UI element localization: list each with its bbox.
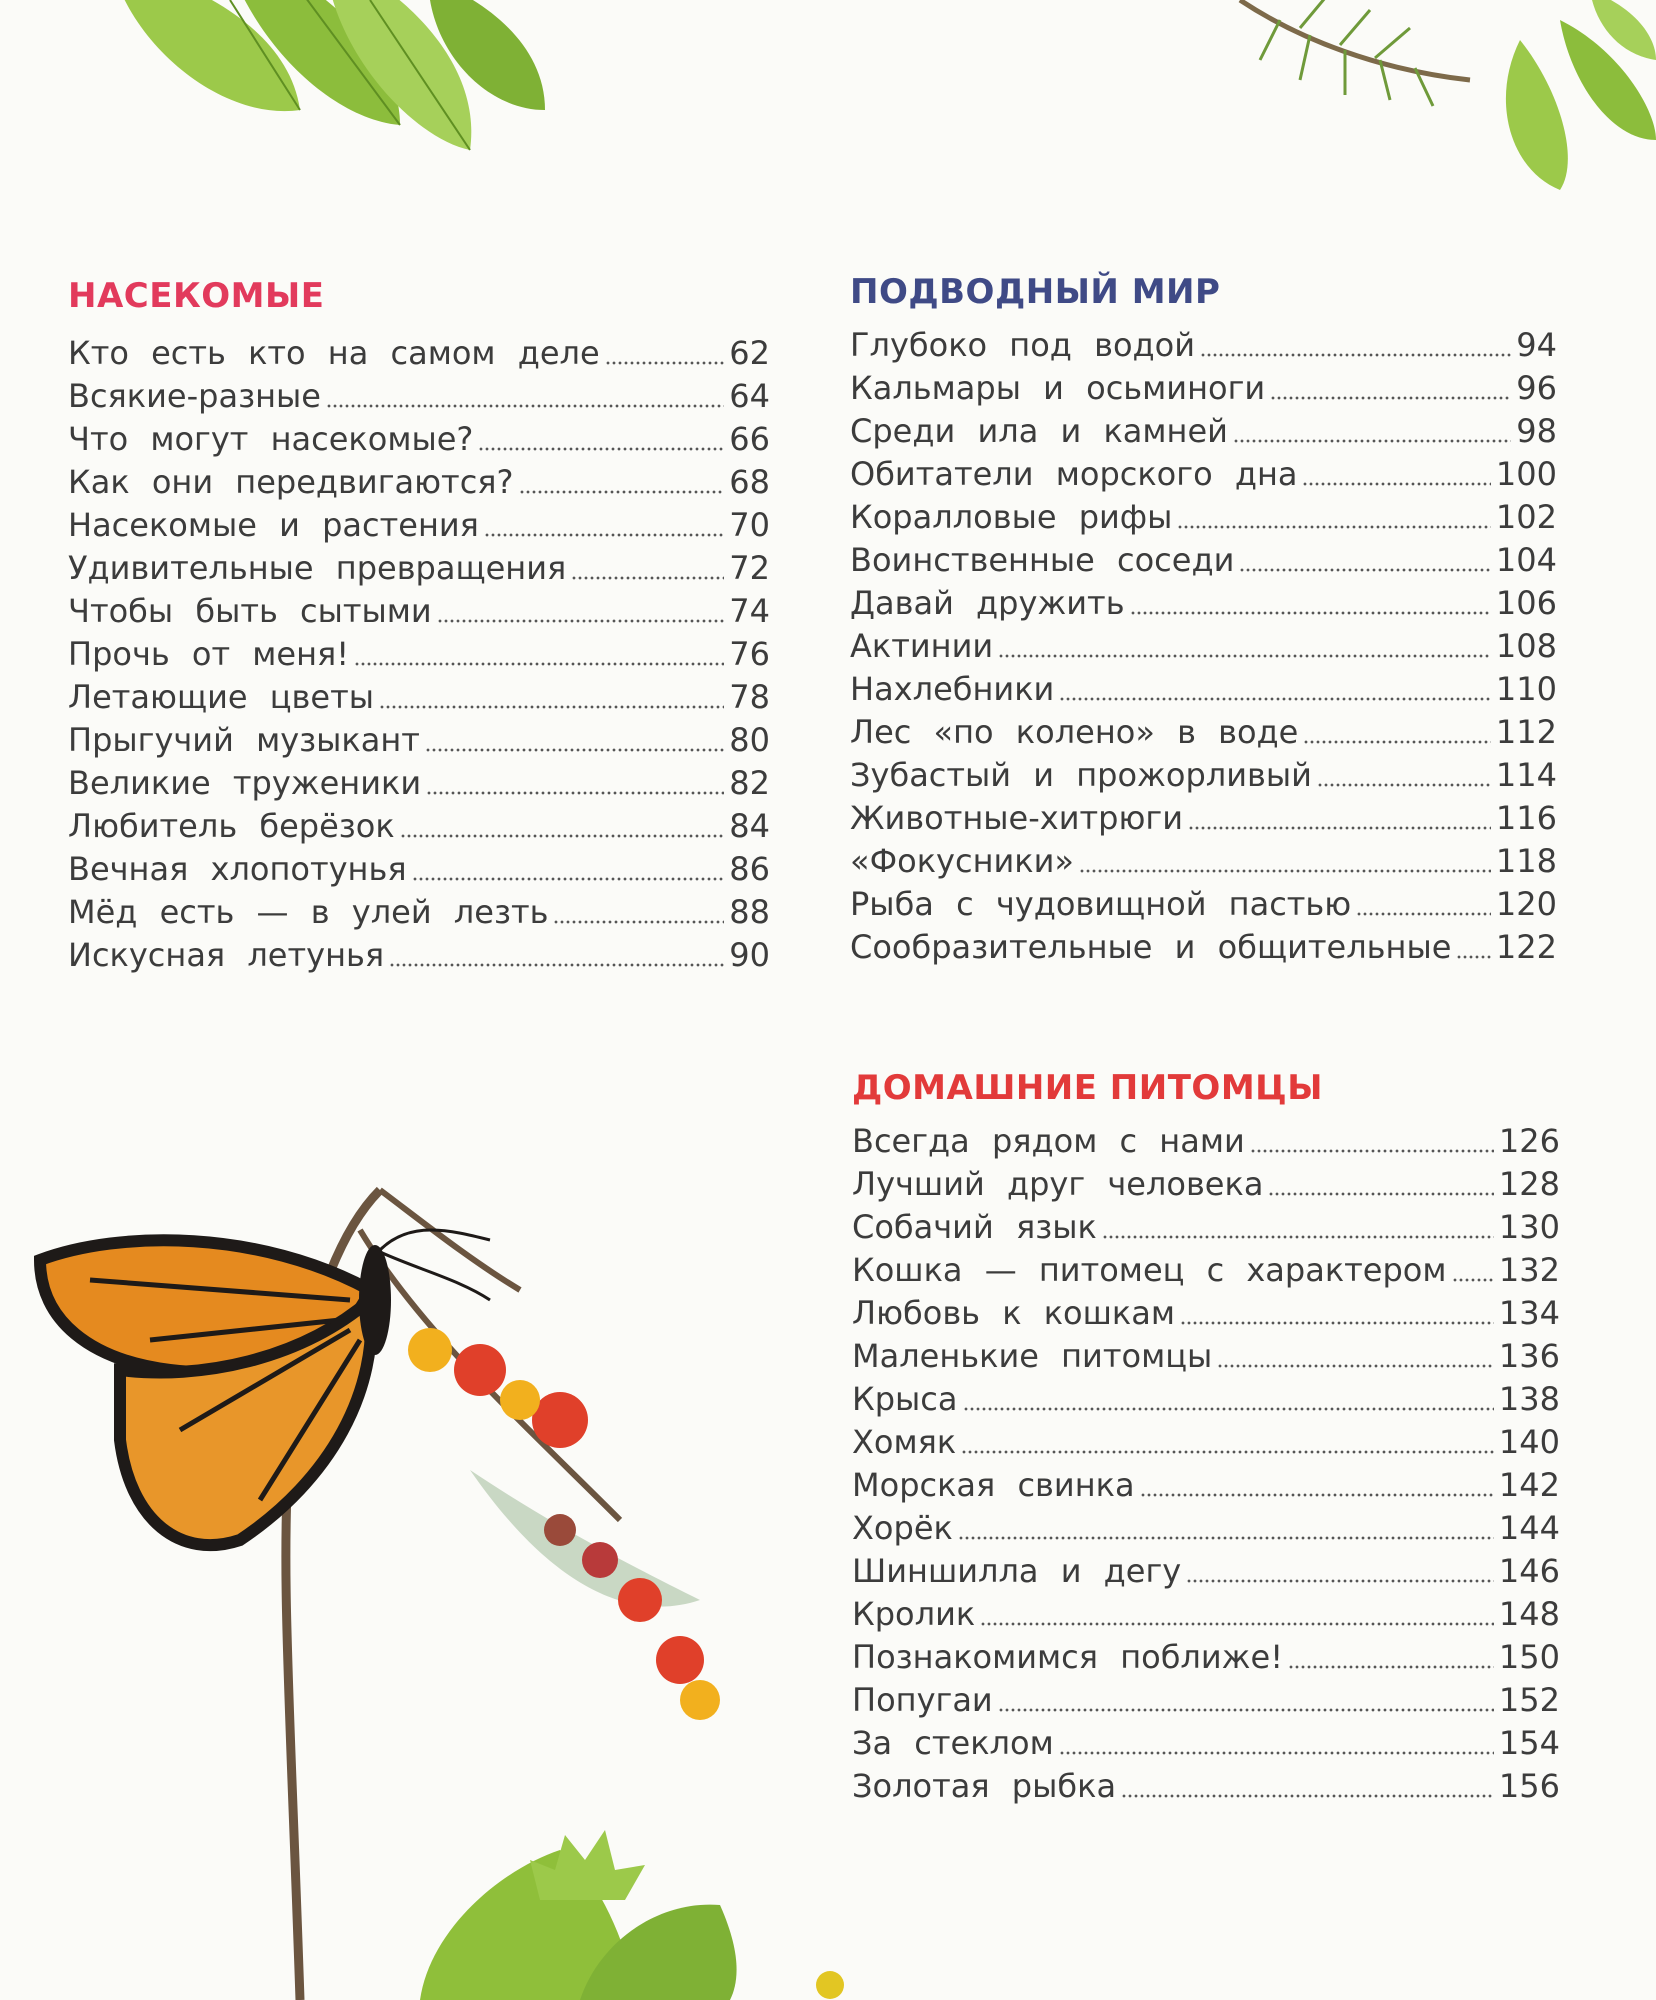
toc-page-number: 138: [1498, 1380, 1560, 1418]
toc-dot-leader: [1186, 1578, 1494, 1584]
section-pets: [852, 1066, 1560, 1808]
section-underwater-world: [850, 270, 1557, 969]
toc-page-number: 102: [1495, 498, 1557, 536]
toc-dot-leader: [1180, 1320, 1494, 1326]
toc-item-title: Чтобы быть сытыми: [68, 592, 432, 630]
toc-dot-leader: [958, 1535, 1494, 1541]
toc-item-title: Кальмары и осьминоги: [850, 369, 1266, 407]
toc-page-number: 118: [1495, 842, 1557, 880]
toc-page-number: 112: [1495, 713, 1557, 751]
toc-page-number: 154: [1498, 1724, 1560, 1762]
toc-item[interactable]: [850, 926, 1557, 969]
toc-page-number: 88: [729, 893, 770, 931]
section-title: ПОДВОДНЫЙ МИР: [850, 272, 1221, 312]
toc-item-title: Хорёк: [852, 1509, 953, 1547]
toc-dot-leader: [1302, 481, 1490, 487]
toc-page-number: 116: [1495, 799, 1557, 837]
toc-item-title: Попугаи: [852, 1681, 993, 1719]
toc-item-title: Всегда рядом с нами: [852, 1122, 1245, 1160]
toc-dot-leader: [354, 661, 724, 667]
toc-page-number: 66: [729, 420, 770, 458]
toc-item-title: Удивительные превращения: [68, 549, 567, 587]
toc-item[interactable]: [850, 883, 1557, 926]
toc-dot-leader: [1456, 954, 1491, 960]
toc-item[interactable]: [850, 582, 1557, 625]
toc-page-number: 126: [1498, 1122, 1560, 1160]
toc-page-number: 142: [1498, 1466, 1560, 1504]
toc-item-title: Любитель берёзок: [68, 807, 395, 845]
toc-item[interactable]: [850, 711, 1557, 754]
toc-item[interactable]: [850, 453, 1557, 496]
toc-item[interactable]: [852, 1507, 1560, 1550]
toc-item-title: Летающие цветы: [68, 678, 374, 716]
toc-dot-leader: [1317, 782, 1491, 788]
toc-page-number: 130: [1498, 1208, 1560, 1246]
toc-dot-leader: [425, 747, 724, 753]
toc-list: [68, 332, 770, 977]
toc-item[interactable]: [68, 547, 770, 590]
toc-item[interactable]: [852, 1593, 1560, 1636]
toc-page-number: 72: [729, 549, 770, 587]
toc-page-number: 136: [1498, 1337, 1560, 1375]
toc-dot-leader: [1452, 1277, 1494, 1283]
toc-page-number: 74: [729, 592, 770, 630]
toc-dot-leader: [1356, 911, 1491, 917]
toc-item[interactable]: [68, 332, 770, 375]
toc-item[interactable]: [68, 375, 770, 418]
toc-item[interactable]: [68, 504, 770, 547]
toc-dot-leader: [1079, 868, 1491, 874]
toc-item-title: Кролик: [852, 1595, 976, 1633]
toc-item[interactable]: [850, 539, 1557, 582]
toc-item[interactable]: [68, 676, 770, 719]
section-title: НАСЕКОМЫЕ: [68, 276, 325, 316]
toc-page-number: 114: [1495, 756, 1557, 794]
toc-page-number: 150: [1498, 1638, 1560, 1676]
toc-dot-leader: [426, 790, 724, 796]
toc-page-number: 146: [1498, 1552, 1560, 1590]
toc-page-number: 96: [1516, 369, 1557, 407]
pine-branch-top-right: [1240, 0, 1656, 190]
toc-item-title: Рыба с чудовищной пастью: [850, 885, 1352, 923]
toc-item-title: Коралловые рифы: [850, 498, 1173, 536]
toc-page-number: 110: [1495, 670, 1557, 708]
toc-page-number: 144: [1498, 1509, 1560, 1547]
toc-item[interactable]: [68, 590, 770, 633]
toc-list: [852, 1120, 1560, 1808]
toc-item[interactable]: [68, 762, 770, 805]
toc-page-number: 134: [1498, 1294, 1560, 1332]
toc-item[interactable]: [852, 1722, 1560, 1765]
toc-item-title: Обитатели морского дна: [850, 455, 1298, 493]
toc-dot-leader: [412, 876, 725, 882]
toc-page-number: 104: [1495, 541, 1557, 579]
toc-item-title: Как они передвигаются?: [68, 463, 514, 501]
toc-dot-leader: [437, 618, 725, 624]
toc-dot-leader: [1200, 352, 1511, 358]
toc-page-number: 78: [729, 678, 770, 716]
toc-dot-leader: [1217, 1363, 1494, 1369]
toc-item[interactable]: [852, 1206, 1560, 1249]
toc-page-number: 68: [729, 463, 770, 501]
toc-item[interactable]: [68, 633, 770, 676]
toc-item[interactable]: [852, 1120, 1560, 1163]
toc-item[interactable]: [852, 1335, 1560, 1378]
toc-item-title: Шиншилла и дегу: [852, 1552, 1182, 1590]
oak-leaves-bottom: [420, 1830, 844, 2000]
toc-item-title: Маленькие питомцы: [852, 1337, 1213, 1375]
toc-page-number: 132: [1498, 1251, 1560, 1289]
toc-item[interactable]: [68, 805, 770, 848]
toc-item[interactable]: [852, 1765, 1560, 1808]
toc-item-title: Искусная летунья: [68, 936, 385, 974]
toc-dot-leader: [389, 962, 724, 968]
toc-item-title: Мёд есть — в улей лезть: [68, 893, 549, 931]
toc-page-number: 80: [729, 721, 770, 759]
toc-dot-leader: [1121, 1793, 1494, 1799]
toc-item[interactable]: [850, 797, 1557, 840]
toc-dot-leader: [1270, 395, 1511, 401]
toc-dot-leader: [963, 1406, 1494, 1412]
toc-item-title: Насекомые и растения: [68, 506, 479, 544]
toc-page-number: 148: [1498, 1595, 1560, 1633]
toc-item-title: Нахлебники: [850, 670, 1055, 708]
toc-item[interactable]: [68, 719, 770, 762]
toc-item[interactable]: [852, 1292, 1560, 1335]
toc-item[interactable]: [850, 496, 1557, 539]
toc-item-title: Прочь от меня!: [68, 635, 350, 673]
toc-item[interactable]: [850, 840, 1557, 883]
toc-item[interactable]: [68, 891, 770, 934]
toc-dot-leader: [379, 704, 724, 710]
section-insects: [68, 274, 770, 977]
toc-item-title: Среди ила и камней: [850, 412, 1228, 450]
toc-item[interactable]: [852, 1550, 1560, 1593]
toc-dot-leader: [484, 532, 724, 538]
toc-page-number: 128: [1498, 1165, 1560, 1203]
toc-page-number: 152: [1498, 1681, 1560, 1719]
toc-page-number: 120: [1495, 885, 1557, 923]
toc-item-title: За стеклом: [852, 1724, 1054, 1762]
toc-item[interactable]: [68, 418, 770, 461]
toc-page-number: 90: [729, 936, 770, 974]
toc-item-title: Собачий язык: [852, 1208, 1097, 1246]
toc-item[interactable]: [852, 1464, 1560, 1507]
toc-item[interactable]: [850, 754, 1557, 797]
toc-item-title: Что могут насекомые?: [68, 420, 474, 458]
toc-page-number: 76: [729, 635, 770, 673]
toc-item-title: Любовь к кошкам: [852, 1294, 1175, 1332]
toc-item-title: Всякие-разные: [68, 377, 321, 415]
toc-item[interactable]: [850, 367, 1557, 410]
toc-dot-leader: [553, 919, 724, 925]
toc-item[interactable]: [852, 1679, 1560, 1722]
toc-dot-leader: [1102, 1234, 1494, 1240]
toc-item-title: Кто есть кто на самом деле: [68, 334, 600, 372]
toc-page-number: 156: [1498, 1767, 1560, 1805]
toc-item[interactable]: [850, 410, 1557, 453]
toc-dot-leader: [1250, 1148, 1494, 1154]
toc-dot-leader: [571, 575, 724, 581]
toc-item-title: Хомяк: [852, 1423, 957, 1461]
toc-item-title: Познакомимся поближе!: [852, 1638, 1284, 1676]
toc-dot-leader: [961, 1449, 1494, 1455]
toc-dot-leader: [326, 403, 724, 409]
toc-page-number: 94: [1516, 326, 1557, 364]
toc-item[interactable]: [852, 1378, 1560, 1421]
toc-dot-leader: [1233, 438, 1511, 444]
toc-page-number: 106: [1495, 584, 1557, 622]
toc-item[interactable]: [852, 1421, 1560, 1464]
toc-item-title: Великие труженики: [68, 764, 422, 802]
toc-item-title: Лес «по колено» в воде: [850, 713, 1299, 751]
toc-page-number: 100: [1495, 455, 1557, 493]
toc-dot-leader: [998, 653, 1491, 659]
toc-item[interactable]: [68, 461, 770, 504]
toc-item[interactable]: [852, 1636, 1560, 1679]
toc-dot-leader: [1288, 1664, 1494, 1670]
toc-item-title: Прыгучий музыкант: [68, 721, 420, 759]
toc-dot-leader: [1059, 696, 1491, 702]
toc-dot-leader: [1059, 1750, 1494, 1756]
toc-dot-leader: [519, 489, 725, 495]
toc-dot-leader: [478, 446, 724, 452]
toc-dot-leader: [1140, 1492, 1494, 1498]
toc-page-number: 140: [1498, 1423, 1560, 1461]
toc-item[interactable]: [68, 934, 770, 977]
toc-item-title: Сообразительные и общительные: [850, 928, 1452, 966]
toc-item[interactable]: [852, 1249, 1560, 1292]
toc-item[interactable]: [850, 625, 1557, 668]
toc-item-title: Золотая рыбка: [852, 1767, 1117, 1805]
toc-item-title: Кошка — питомец с характером: [852, 1251, 1447, 1289]
toc-dot-leader: [1188, 825, 1491, 831]
toc-dot-leader: [605, 360, 725, 366]
toc-dot-leader: [1130, 610, 1491, 616]
toc-item-title: Морская свинка: [852, 1466, 1135, 1504]
toc-page-number: 98: [1516, 412, 1557, 450]
toc-page-number: 70: [729, 506, 770, 544]
toc-dot-leader: [1177, 524, 1491, 530]
toc-dot-leader: [998, 1707, 1494, 1713]
toc-item-title: Животные-хитрюги: [850, 799, 1183, 837]
birch-leaves-top-left: [120, 0, 545, 150]
toc-dot-leader: [1239, 567, 1491, 573]
toc-item-title: Вечная хлопотунья: [68, 850, 407, 888]
toc-dot-leader: [400, 833, 725, 839]
toc-item-title: Давай дружить: [850, 584, 1125, 622]
toc-item[interactable]: [850, 668, 1557, 711]
toc-item-title: «Фокусники»: [850, 842, 1074, 880]
toc-page-number: 62: [729, 334, 770, 372]
toc-dot-leader: [1303, 739, 1491, 745]
toc-item[interactable]: [68, 848, 770, 891]
toc-page-number: 64: [729, 377, 770, 415]
section-title: ДОМАШНИЕ ПИТОМЦЫ: [852, 1068, 1323, 1108]
toc-item-title: Крыса: [852, 1380, 958, 1418]
toc-item-title: Воинственные соседи: [850, 541, 1235, 579]
toc-page-number: 122: [1495, 928, 1557, 966]
toc-page-number: 108: [1495, 627, 1557, 665]
toc-dot-leader: [1268, 1191, 1494, 1197]
toc-dot-leader: [980, 1621, 1494, 1627]
toc-item-title: Лучший друг человека: [852, 1165, 1264, 1203]
toc-page-number: 86: [729, 850, 770, 888]
toc-item-title: Зубастый и прожорливый: [850, 756, 1312, 794]
toc-item[interactable]: [852, 1163, 1560, 1206]
toc-item-title: Глубоко под водой: [850, 326, 1196, 364]
toc-list: [850, 324, 1557, 969]
toc-page-number: 84: [729, 807, 770, 845]
toc-page-number: 82: [729, 764, 770, 802]
toc-item[interactable]: [850, 324, 1557, 367]
toc-item-title: Актинии: [850, 627, 994, 665]
